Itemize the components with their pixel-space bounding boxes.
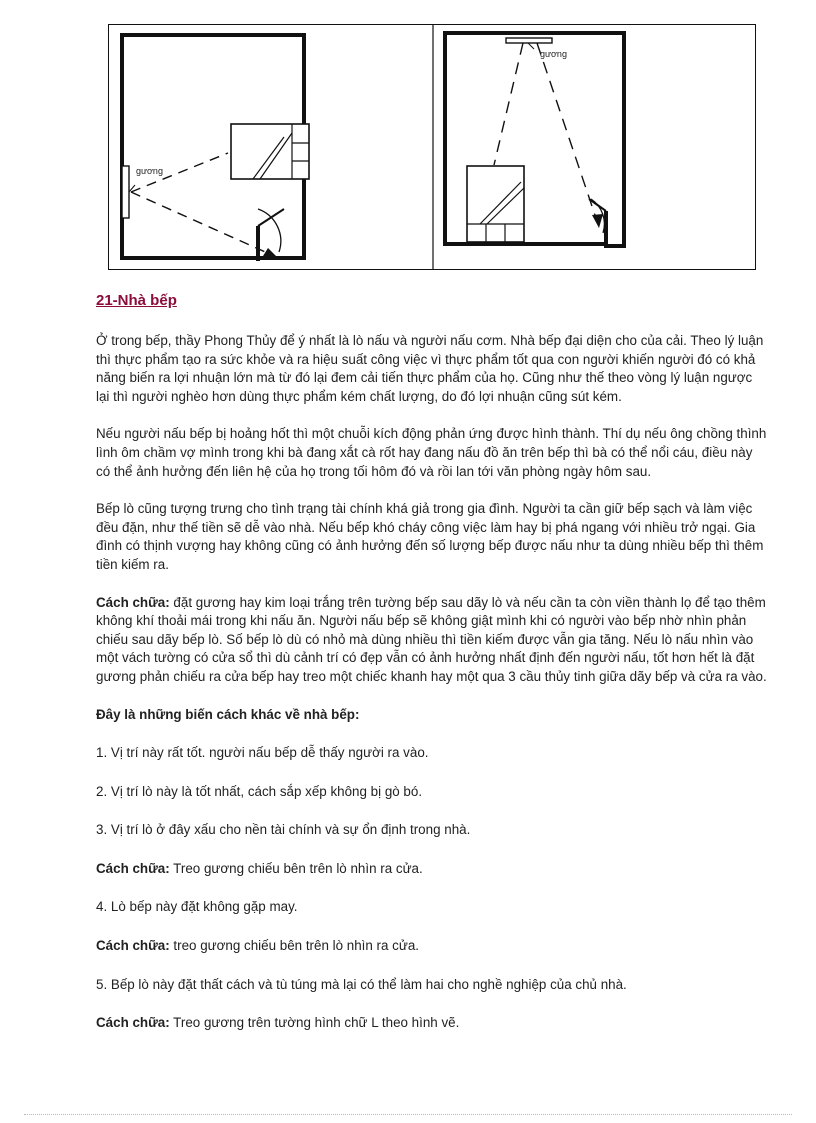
right-arrowhead — [592, 214, 603, 228]
remedy-3-text: Treo gương chiếu bên trên lò nhìn ra cửa. — [169, 860, 423, 876]
kitchen-diagram-figure — [108, 24, 756, 270]
section-title: 21-Nhà bếp — [96, 292, 177, 309]
left-door-swing — [258, 209, 281, 252]
left-mirror-label: gương — [136, 166, 163, 176]
right-diagram — [445, 33, 624, 246]
remedy-4-label: Cách chữa: — [96, 938, 170, 954]
remedy-main-label: Cách chữa: — [96, 594, 170, 610]
right-mirror-label: gương — [540, 49, 567, 59]
list-item-3: 3. Vị trí lò ở đây xấu cho nền tài chính và sự ổn định trong nhà. — [96, 822, 471, 838]
right-sightline-door — [537, 43, 597, 221]
paragraph-2: Nếu người nấu bếp bị hoảng hốt thì một chuỗi kích động phản ứng được hình thành. Thí dụ nếu ông chồng thình lình ôm chầm vợ mình trong khi bà đang xắt cà rốt hay đang nấu đồ ăn trên bếp thì bà có thể nổi cáu, điều này có thể ảnh hưởng đến liên hệ của họ trong tối hôm đó và rồi lan tới văn phòng ngày hôm sau. — [96, 426, 767, 479]
page-bottom-rule — [24, 1114, 792, 1115]
article-body — [96, 332, 768, 1053]
remedy-5-label: Cách chữa: — [96, 1015, 170, 1031]
left-sightline-door — [131, 192, 272, 255]
right-sightline-stove — [494, 43, 523, 165]
remedy-4-text: treo gương chiếu bên trên lò nhìn ra cửa. — [169, 938, 419, 954]
list-item-5: 5. Bếp lò này đặt thất cách và tù túng mà lại có thể làm hai cho nghề nghiệp của chủ nhà. — [96, 976, 627, 992]
list-item-4: 4. Lò bếp này đặt không gặp may. — [96, 899, 298, 915]
list-item-1: 1. Vị trí này rất tốt. người nấu bếp dễ thấy người ra vào. — [96, 745, 429, 761]
left-arrowhead — [263, 248, 277, 257]
paragraph-1: Ở trong bếp, thầy Phong Thủy để ý nhất là lò nấu và người nấu cơm. Nhà bếp đại diện cho của cải. Theo lý luận thì thực phẩm tạo ra sức khỏe và ra hiệu suất công việc vì thực phẩm tốt qua con người khiến người đó có khả năng biến ra lợi nhuận lớn mà từ đó lại đem cải tiến thực phẩm của họ. Cũng như thế theo vòng lý luận ngược lại thì người nghèo hơn dùng thực phẩm kém chất lượng, do đó lợi nhuận cũng sút kém. — [96, 333, 764, 404]
list-item-2: 2. Vị trí lò này là tốt nhất, cách sắp xếp không bị gò bó. — [96, 783, 423, 799]
variants-heading: Đây là những biến cách khác về nhà bếp: — [96, 706, 360, 722]
remedy-main — [96, 594, 768, 687]
remedy-5-text: Treo gương trên tường hình chữ L theo hình vẽ. — [169, 1015, 460, 1031]
left-diagram — [122, 35, 309, 261]
left-stove — [231, 124, 309, 179]
kitchen-diagrams — [109, 25, 755, 269]
right-stove — [467, 166, 524, 242]
remedy-3-label: Cách chữa: — [96, 860, 170, 876]
right-mirror — [506, 38, 552, 43]
left-mirror — [122, 166, 129, 218]
remedy-3 — [96, 860, 768, 879]
remedy-4 — [96, 937, 768, 956]
paragraph-3: Bếp lò cũng tượng trưng cho tình trạng tài chính khá giả trong gia đình. Người ta cần giữ bếp sạch và làm việc đều đặn, như thế tiền sẽ dễ vào nhà. Nếu bếp khó cháy công việc làm hay bị phá ngang với nhiều trở ngại. Gia đình có thịnh vượng hay không cũng có ảnh hưởng đến số lượng bếp được nấu như ta dùng nhiều bếp thì thêm tiền kiếm ra. — [96, 501, 764, 572]
remedy-5 — [96, 1014, 768, 1033]
remedy-main-text: đặt gương hay kim loại trắng trên tường bếp sau dãy lò và nếu cần ta còn viền thành lọ để tạo thêm không khí thoải mái trong khi nấu ăn. Người nấu bếp sẽ không giật mình khi có người vào bếp nhờ nhìn phản chiếu sau dãy bếp lò. Số bếp lò dù có nhỏ mà dùng nhiều thì tiền kiếm được vẫn gia tăng. Nếu lò nấu nhìn vào một vách tường có cửa sổ thì dù cảnh trí có đẹp vẫn có ảnh hưởng nhất định đến người nấu, tốt hơn hết là đặt gương phản chiếu ra cửa bếp hay treo một chiếc khanh hay một qua 3 cầu thủy tinh giữa dãy bếp và cửa ra vào. — [96, 594, 767, 684]
